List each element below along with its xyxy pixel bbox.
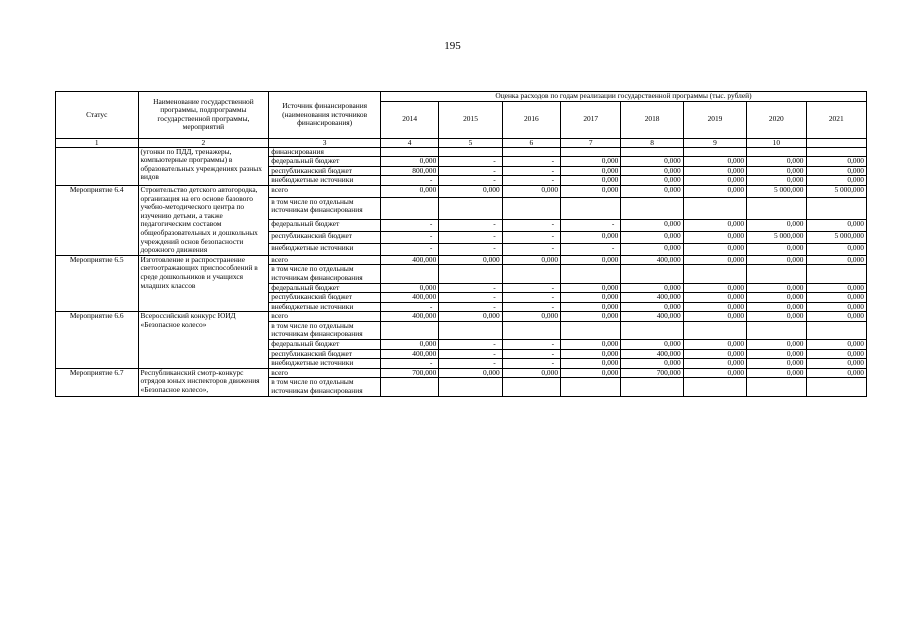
value-cell: 0,000 [502,312,560,322]
header-source: Источник финансирования (наименования источников финансирования) [269,92,381,139]
value-cell [806,378,867,396]
value-cell: 0,000 [621,340,683,350]
value-cell: 0,000 [561,283,621,293]
header-name: Наименование государственной программы, подпрограммы государственной программы, мероприятий [138,92,269,139]
funding-source-cell: федеральный бюджет [269,157,381,167]
year-header-2021: 2021 [806,101,867,138]
value-cell: 0,000 [502,368,560,378]
funding-source-cell: всего [269,312,381,322]
value-cell: 0,000 [439,255,502,265]
value-cell: - [502,176,560,186]
value-cell: 0,000 [747,220,806,232]
value-cell [621,147,683,157]
value-cell: - [439,243,502,255]
value-cell [683,265,746,283]
value-cell: 0,000 [747,243,806,255]
value-cell [621,265,683,283]
value-cell: 0,000 [683,312,746,322]
measure-name-cell: Всероссийский конкурс ЮИД «Безопасное колесо» [138,312,269,369]
value-cell: 0,000 [806,340,867,350]
value-cell: 0,000 [806,312,867,322]
value-cell [439,265,502,283]
value-cell [561,378,621,396]
value-cell: 0,000 [806,283,867,293]
value-cell: 0,000 [561,293,621,303]
value-cell [683,147,746,157]
value-cell: 0,000 [380,185,438,197]
value-cell: - [439,166,502,176]
value-cell: 0,000 [561,232,621,244]
value-cell: 400,000 [621,255,683,265]
value-cell: 0,000 [621,302,683,312]
value-cell: - [439,302,502,312]
funding-source-cell: в том числе по отдельным источникам финансирования [269,265,381,283]
value-cell: 0,000 [683,255,746,265]
value-cell [380,265,438,283]
table-row [56,185,867,197]
value-cell [806,321,867,339]
value-cell: 0,000 [621,176,683,186]
value-cell: 0,000 [561,176,621,186]
value-cell: - [502,232,560,244]
value-cell: - [502,349,560,359]
value-cell: 0,000 [561,312,621,322]
funding-source-cell: республиканский бюджет [269,232,381,244]
value-cell [683,197,746,219]
value-cell: 700,000 [621,368,683,378]
value-cell: - [502,293,560,303]
value-cell: 800,000 [380,166,438,176]
value-cell: - [561,220,621,232]
index-cell: 8 [621,138,683,147]
value-cell [561,197,621,219]
value-cell: 0,000 [747,166,806,176]
value-cell [561,321,621,339]
value-cell: 5 000,000 [806,232,867,244]
value-cell: 400,000 [380,349,438,359]
value-cell: 0,000 [683,220,746,232]
value-cell: - [502,157,560,167]
value-cell: - [439,176,502,186]
value-cell: 0,000 [806,176,867,186]
value-cell [747,265,806,283]
value-cell: 0,000 [561,185,621,197]
year-header-2018: 2018 [621,101,683,138]
value-cell: 0,000 [806,220,867,232]
value-cell: 0,000 [621,166,683,176]
value-cell [683,321,746,339]
header-estimate: Оценка расходов по годам реализации государственной программы (тыс. рублей) [380,92,866,102]
value-cell: 0,000 [683,166,746,176]
funding-source-cell: федеральный бюджет [269,340,381,350]
value-cell: 0,000 [561,302,621,312]
index-cell: 7 [561,138,621,147]
value-cell [621,321,683,339]
value-cell: 0,000 [683,185,746,197]
value-cell [502,378,560,396]
value-cell: - [502,166,560,176]
value-cell [502,197,560,219]
funding-source-cell: федеральный бюджет [269,220,381,232]
value-cell: - [439,157,502,167]
funding-source-cell: в том числе по отдельным источникам финансирования [269,321,381,339]
value-cell: 0,000 [502,255,560,265]
index-cell: 5 [439,138,502,147]
value-cell: - [380,359,438,369]
index-cell: 6 [502,138,560,147]
value-cell: 0,000 [561,340,621,350]
value-cell: 400,000 [380,312,438,322]
value-cell: - [380,243,438,255]
value-cell: - [439,283,502,293]
value-cell [806,147,867,157]
value-cell: 0,000 [683,302,746,312]
value-cell: - [439,293,502,303]
value-cell: 0,000 [561,368,621,378]
value-cell: 0,000 [621,157,683,167]
funding-source-cell: внебюджетные источники [269,243,381,255]
value-cell: 400,000 [621,293,683,303]
value-cell: 0,000 [806,359,867,369]
value-cell: - [502,302,560,312]
value-cell: - [380,176,438,186]
index-cell: 9 [683,138,746,147]
funding-source-cell: всего [269,185,381,197]
value-cell: - [439,340,502,350]
value-cell: 0,000 [502,185,560,197]
index-cell [806,138,867,147]
value-cell: 0,000 [621,185,683,197]
value-cell: 5 000,000 [747,185,806,197]
status-cell: Мероприятие 6.5 [56,255,139,312]
index-cell: 3 [269,138,381,147]
value-cell [561,147,621,157]
value-cell: 0,000 [806,255,867,265]
value-cell [439,147,502,157]
value-cell: 0,000 [683,368,746,378]
value-cell [502,265,560,283]
index-cell: 4 [380,138,438,147]
value-cell: 0,000 [747,283,806,293]
value-cell: 700,000 [380,368,438,378]
value-cell: 0,000 [806,302,867,312]
value-cell: - [502,220,560,232]
value-cell: 0,000 [806,243,867,255]
value-cell: 0,000 [621,220,683,232]
funding-source-cell: республиканский бюджет [269,349,381,359]
value-cell: 0,000 [439,312,502,322]
value-cell: 0,000 [561,157,621,167]
value-cell [439,197,502,219]
year-header-2020: 2020 [747,101,806,138]
status-cell: Мероприятие 6.4 [56,185,139,255]
value-cell: - [380,302,438,312]
funding-source-cell: внебюджетные источники [269,359,381,369]
funding-source-cell: в том числе по отдельным источникам финансирования [269,378,381,396]
value-cell: 400,000 [380,293,438,303]
value-cell: 400,000 [380,255,438,265]
value-cell [502,321,560,339]
value-cell: 0,000 [747,293,806,303]
value-cell [380,321,438,339]
page-number: 195 [444,40,461,52]
funding-source-cell: финансирования [269,147,381,157]
value-cell: - [439,232,502,244]
status-cell: Мероприятие 6.7 [56,368,139,396]
year-header-2019: 2019 [683,101,746,138]
value-cell: 0,000 [747,157,806,167]
funding-source-cell: в том числе по отдельным источникам финансирования [269,197,381,219]
value-cell: - [561,243,621,255]
value-cell: 0,000 [806,349,867,359]
value-cell: - [380,232,438,244]
value-cell: 0,000 [561,349,621,359]
value-cell: 0,000 [683,293,746,303]
measure-name-cell: (угонки по ПДД, тренажеры, компьютерные программы) в образовательных учреждениях разных видов [138,147,269,185]
value-cell [806,197,867,219]
value-cell [380,147,438,157]
value-cell: 0,000 [683,359,746,369]
value-cell: 0,000 [380,283,438,293]
index-cell: 2 [138,138,269,147]
value-cell: 0,000 [747,302,806,312]
value-cell: 0,000 [747,368,806,378]
funding-source-cell: всего [269,368,381,378]
budget-table [55,91,867,397]
value-cell: 0,000 [439,368,502,378]
index-row [56,138,867,147]
value-cell [621,378,683,396]
value-cell: 0,000 [561,166,621,176]
value-cell: - [439,349,502,359]
funding-source-cell: республиканский бюджет [269,293,381,303]
value-cell: - [502,359,560,369]
value-cell: 0,000 [683,349,746,359]
value-cell: 0,000 [683,283,746,293]
value-cell [747,378,806,396]
value-cell: 0,000 [621,283,683,293]
value-cell [561,265,621,283]
value-cell: 0,000 [621,232,683,244]
value-cell: 0,000 [439,185,502,197]
value-cell: 0,000 [621,243,683,255]
value-cell: 400,000 [621,349,683,359]
value-cell: - [439,359,502,369]
value-cell [439,321,502,339]
index-cell: 10 [747,138,806,147]
year-header-2015: 2015 [439,101,502,138]
value-cell: 0,000 [747,176,806,186]
table-row [56,368,867,378]
year-header-2016: 2016 [502,101,560,138]
value-cell [439,378,502,396]
value-cell: - [502,243,560,255]
funding-source-cell: федеральный бюджет [269,283,381,293]
value-cell: 0,000 [806,157,867,167]
value-cell [747,321,806,339]
value-cell: 0,000 [683,157,746,167]
value-cell: 0,000 [683,176,746,186]
year-header-2017: 2017 [561,101,621,138]
header-status: Статус [56,92,139,139]
year-header-2014: 2014 [380,101,438,138]
value-cell: 0,000 [683,243,746,255]
value-cell [380,378,438,396]
status-cell: Мероприятие 6.6 [56,312,139,369]
value-cell: - [439,220,502,232]
value-cell: 0,000 [621,359,683,369]
funding-source-cell: всего [269,255,381,265]
value-cell [380,197,438,219]
funding-source-cell: внебюджетные источники [269,176,381,186]
value-cell: 400,000 [621,312,683,322]
value-cell: 0,000 [380,157,438,167]
table-row [56,147,867,157]
value-cell: 0,000 [747,349,806,359]
value-cell: 0,000 [747,359,806,369]
value-cell: - [502,340,560,350]
value-cell: 5 000,000 [747,232,806,244]
value-cell: 0,000 [561,359,621,369]
value-cell: 0,000 [806,368,867,378]
value-cell: 0,000 [806,293,867,303]
value-cell: 0,000 [380,340,438,350]
value-cell: 0,000 [683,232,746,244]
value-cell: - [502,283,560,293]
value-cell [502,147,560,157]
value-cell: 0,000 [747,255,806,265]
value-cell: - [380,220,438,232]
table-row [56,312,867,322]
value-cell: 0,000 [747,312,806,322]
value-cell [621,197,683,219]
value-cell [747,197,806,219]
value-cell: 0,000 [683,340,746,350]
value-cell: 0,000 [561,255,621,265]
status-cell [56,147,139,185]
value-cell [806,265,867,283]
measure-name-cell: Изготовление и распространение светоотражающих приспособлений в среде дошкольников и учащихся младших классов [138,255,269,312]
measure-name-cell: Строительство детского автогородка, организация на его основе базового учебно-методического центра по изучению детьми, а также педагогическим составом общеобразовательных и дошкольных учреждений основ безопасности дорожного движения [138,185,269,255]
value-cell: 0,000 [806,166,867,176]
value-cell: 5 000,000 [806,185,867,197]
value-cell [747,147,806,157]
funding-source-cell: внебюджетные источники [269,302,381,312]
measure-name-cell: Республиканский смотр-конкурс отрядов юных инспекторов движения «Безопасное колесо», [138,368,269,396]
table-body [56,147,867,396]
table-row [56,255,867,265]
value-cell [683,378,746,396]
funding-source-cell: республиканский бюджет [269,166,381,176]
index-cell: 1 [56,138,139,147]
value-cell: 0,000 [747,340,806,350]
